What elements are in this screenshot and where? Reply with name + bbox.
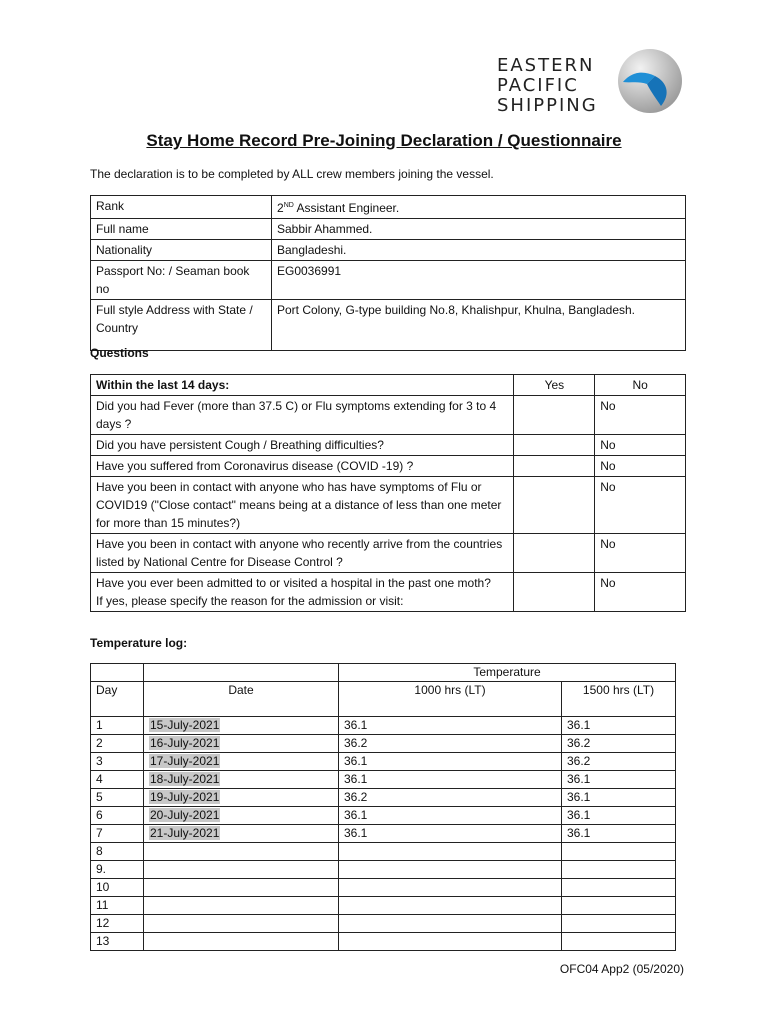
t2-cell: 36.1: [562, 717, 676, 735]
table-row: [91, 735, 676, 753]
nationality-label: Nationality: [91, 240, 272, 261]
question-followup: If yes, please specify the reason for the admission or visit:: [96, 594, 404, 608]
table-row: [91, 396, 686, 435]
date-cell-text: 21-July-2021: [150, 826, 220, 840]
intro-text: The declaration is to be completed by ALL crew members joining the vessel.: [90, 167, 494, 181]
table-row: [91, 861, 676, 879]
logo-emblem-icon: [617, 48, 683, 114]
t1-cell: [339, 915, 562, 933]
t2-cell: [562, 933, 676, 951]
table-row: [91, 717, 676, 735]
table-row: [91, 300, 686, 351]
table-row: [91, 897, 676, 915]
logo-line-1: EASTERN: [497, 55, 595, 76]
date-cell: [144, 843, 339, 861]
t2-cell: 36.1: [562, 789, 676, 807]
t1-cell: 36.1: [339, 771, 562, 789]
table-row: [91, 573, 686, 612]
table-row: [91, 240, 686, 261]
t2-cell: 36.2: [562, 735, 676, 753]
yes-answer: [514, 435, 595, 456]
passport-value: EG0036991: [272, 261, 686, 300]
table-row: [91, 196, 686, 219]
table-row: [91, 435, 686, 456]
yes-answer: [514, 396, 595, 435]
t2-cell: [562, 879, 676, 897]
t2-header: 1500 hrs (LT): [562, 682, 676, 717]
crew-info-table: [90, 195, 686, 351]
page-title: Stay Home Record Pre-Joining Declaration / Questionnaire: [146, 131, 622, 150]
question-text: Did you have persistent Cough / Breathing difficulties?: [91, 435, 514, 456]
day-cell: 3: [91, 753, 144, 771]
table-row: [91, 753, 676, 771]
t1-cell: [339, 879, 562, 897]
rank-label: Rank: [91, 196, 272, 219]
day-cell: 5: [91, 789, 144, 807]
t2-cell: 36.1: [562, 807, 676, 825]
date-cell: [144, 789, 339, 807]
table-row: [91, 933, 676, 951]
logo-line-3: SHIPPING: [497, 95, 598, 116]
day-cell: 10: [91, 879, 144, 897]
table-row: [91, 807, 676, 825]
date-cell: [144, 753, 339, 771]
day-cell: 12: [91, 915, 144, 933]
question-text: Have you suffered from Coronavirus disease (COVID -19) ?: [91, 456, 514, 477]
t1-header: 1000 hrs (LT): [339, 682, 562, 717]
day-cell: 13: [91, 933, 144, 951]
day-cell: 9.: [91, 861, 144, 879]
name-value: Sabbir Ahammed.: [272, 219, 686, 240]
t1-cell: [339, 933, 562, 951]
table-header-row: [91, 664, 676, 682]
no-answer: No: [595, 435, 686, 456]
date-cell: [144, 807, 339, 825]
table-row: [91, 915, 676, 933]
logo-text: [497, 56, 598, 116]
nationality-value: Bangladeshi.: [272, 240, 686, 261]
t2-cell: [562, 861, 676, 879]
day-cell: 2: [91, 735, 144, 753]
t1-cell: [339, 897, 562, 915]
yes-answer: [514, 534, 595, 573]
date-cell-text: 16-July-2021: [150, 736, 220, 750]
date-cell: [144, 933, 339, 951]
date-cell: [144, 735, 339, 753]
company-logo: [497, 48, 687, 130]
questions-heading: Questions: [90, 346, 149, 360]
date-cell-text: 20-July-2021: [150, 808, 220, 822]
table-row: [91, 534, 686, 573]
no-header: No: [595, 375, 686, 396]
table-header-row: [91, 682, 676, 717]
t1-cell: 36.1: [339, 717, 562, 735]
t2-cell: 36.1: [562, 771, 676, 789]
no-answer: No: [595, 456, 686, 477]
table-row: [91, 261, 686, 300]
table-row: [91, 477, 686, 534]
t1-cell: 36.1: [339, 807, 562, 825]
yes-answer: [514, 456, 595, 477]
question-text: Have you been in contact with anyone who has have symptoms of Flu or COVID19 ("Close contact" means being at a distance of less than one meter for more than 15 minutes?): [91, 477, 514, 534]
no-answer: No: [595, 573, 686, 612]
t1-cell: 36.2: [339, 789, 562, 807]
passport-label: Passport No: / Seaman book no: [91, 261, 272, 300]
logo-line-2: PACIFIC: [497, 75, 579, 96]
table-row: [91, 789, 676, 807]
name-label: Full name: [91, 219, 272, 240]
no-answer: No: [595, 534, 686, 573]
date-cell: [144, 861, 339, 879]
date-cell-text: 19-July-2021: [150, 790, 220, 804]
temperature-header: Temperature: [339, 664, 676, 682]
temperature-log-heading: Temperature log:: [90, 636, 188, 650]
t2-cell: [562, 843, 676, 861]
table-row: [91, 879, 676, 897]
no-answer: No: [595, 396, 686, 435]
t2-cell: 36.2: [562, 753, 676, 771]
date-cell-text: 17-July-2021: [150, 754, 220, 768]
date-cell: [144, 915, 339, 933]
day-cell: 11: [91, 897, 144, 915]
day-cell: 6: [91, 807, 144, 825]
day-cell: 4: [91, 771, 144, 789]
t1-cell: [339, 843, 562, 861]
table-header-row: [91, 375, 686, 396]
table-row: [91, 219, 686, 240]
questions-table: [90, 374, 686, 612]
question-text: Did you had Fever (more than 37.5 C) or Flu symptoms extending for 3 to 4 days ?: [91, 396, 514, 435]
date-cell: [144, 717, 339, 735]
day-cell: 7: [91, 825, 144, 843]
date-cell: [144, 771, 339, 789]
address-value: Port Colony, G-type building No.8, Khalishpur, Khulna, Bangladesh.: [272, 300, 686, 351]
table-row: [91, 825, 676, 843]
t2-cell: [562, 915, 676, 933]
questions-header: Within the last 14 days:: [91, 375, 514, 396]
table-row: [91, 771, 676, 789]
t2-cell: 36.1: [562, 825, 676, 843]
t1-cell: 36.2: [339, 735, 562, 753]
temperature-rows: [91, 717, 676, 951]
date-cell-text: 15-July-2021: [150, 718, 220, 732]
date-cell: [144, 825, 339, 843]
question-text: [91, 573, 514, 612]
temperature-log-table: [90, 663, 676, 951]
day-header: Day: [91, 682, 144, 717]
header-blank: [91, 664, 144, 682]
date-cell: [144, 897, 339, 915]
yes-header: Yes: [514, 375, 595, 396]
no-answer: No: [595, 477, 686, 534]
date-cell-text: 18-July-2021: [150, 772, 220, 786]
yes-answer: [514, 477, 595, 534]
t1-cell: [339, 861, 562, 879]
t2-cell: [562, 897, 676, 915]
question-text-line: Have you ever been admitted to or visited a hospital in the past one moth?: [96, 576, 491, 590]
rank-value: 2ND Assistant Engineer.: [272, 196, 686, 219]
date-cell: [144, 879, 339, 897]
address-label: Full style Address with State / Country: [91, 300, 272, 351]
date-header: Date: [144, 682, 339, 717]
t1-cell: 36.1: [339, 753, 562, 771]
table-row: [91, 843, 676, 861]
day-cell: 1: [91, 717, 144, 735]
t1-cell: 36.1: [339, 825, 562, 843]
form-code: OFC04 App2 (05/2020): [559, 962, 684, 976]
yes-answer: [514, 573, 595, 612]
table-row: [91, 456, 686, 477]
header-blank: [144, 664, 339, 682]
question-text: Have you been in contact with anyone who recently arrive from the countries listed by National Centre for Disease Control ?: [91, 534, 514, 573]
day-cell: 8: [91, 843, 144, 861]
